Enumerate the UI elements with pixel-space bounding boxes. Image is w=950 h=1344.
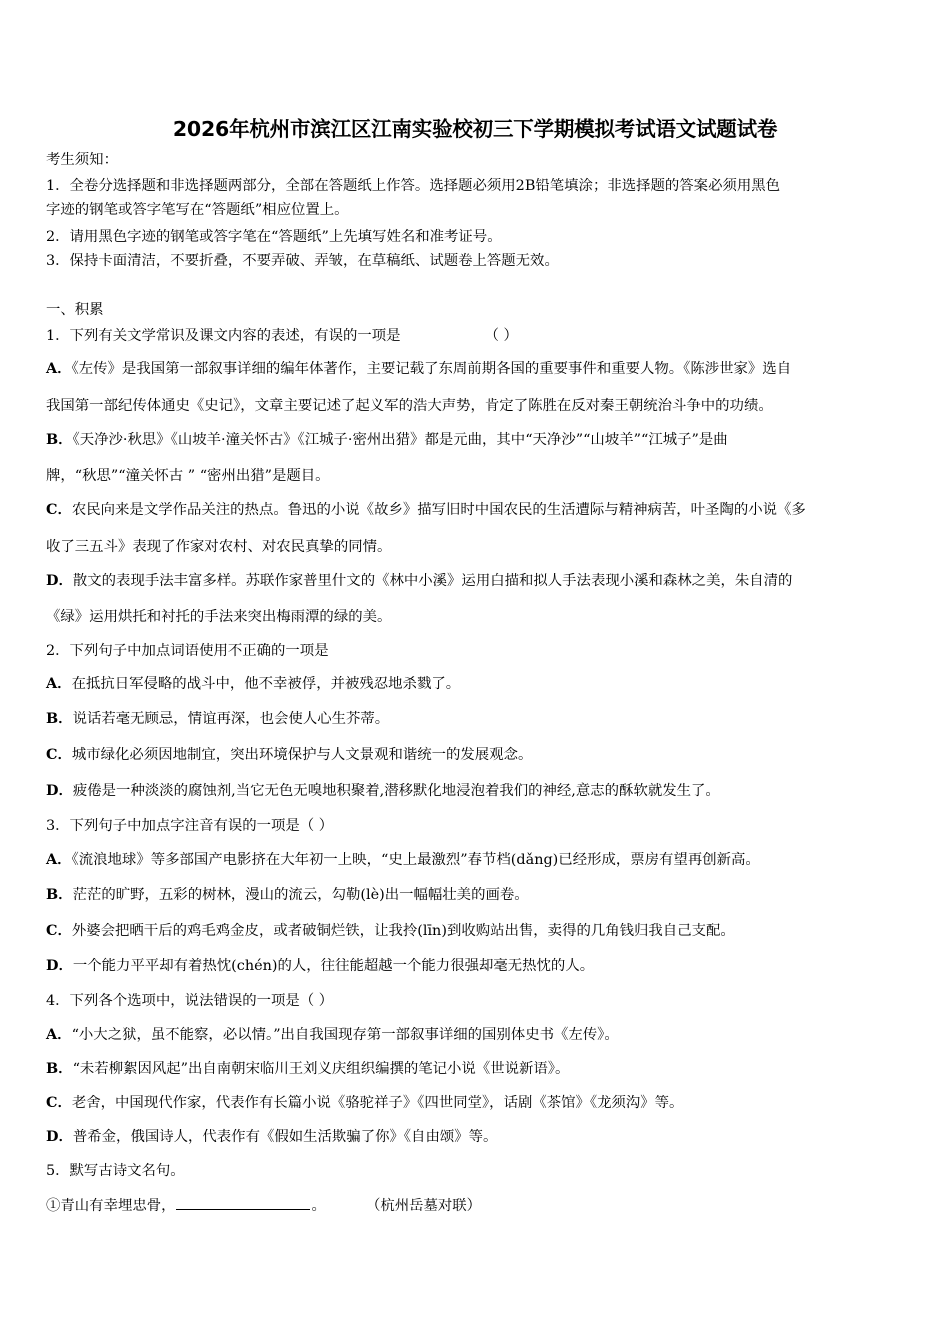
- q2-option-c: [46, 745, 532, 765]
- option-label: C．: [46, 1094, 72, 1111]
- option-text: “小大之狱，虽不能察，必以情。”出自我国现存第一部叙事详细的国别体史书《左传》。: [71, 1027, 619, 1043]
- option-text: 普希金，俄国诗人，代表作有《假如生活欺骗了你》《自由颂》等。: [72, 1129, 498, 1145]
- q1-option-d-line-1: [46, 571, 792, 591]
- option-text: 疲倦是一种淡淡的腐蚀剂,当它无色无嗅地积聚着,潜移默化地浸泡着我们的神经,意志的酥软就发生了。: [72, 783, 720, 799]
- option-text: “未若柳絮因风起”出自南朝宋临川王刘义庆组织编撰的笔记小说《世说新语》。: [72, 1061, 570, 1077]
- q3-option-c: [46, 921, 735, 941]
- option-text: 一个能力平平却有着热忱(chén)的人，往往能超越一个能力很强却毫无热忱的人。: [72, 958, 595, 974]
- option-label: C．: [46, 501, 72, 518]
- notice-item-1-line-1: 1．全卷分选择题和非选择题两部分，全部在答题纸上作答。选择题必须用2B铅笔填涂；非选择题的答案必须用黑色: [46, 178, 781, 194]
- option-text: 外婆会把晒干后的鸡毛鸡金皮，或者破铜烂铁，让我拎(līn)到收购站出售，卖得的几角钱归我自己支配。: [71, 923, 735, 939]
- q1-option-c-line-1: [46, 500, 806, 520]
- q1-option-d-line-2: 《绿》运用烘托和衬托的手法来突出梅雨潭的绿的美。: [46, 609, 392, 625]
- q1-stem: [46, 326, 518, 346]
- q2-stem: 2．下列句子中加点词语使用不正确的一项是: [46, 643, 329, 659]
- exam-title: 2026年杭州市滨江区江南实验校初三下学期模拟考试语文试题试卷: [172, 117, 778, 141]
- section-heading: 一、积累: [46, 302, 104, 318]
- option-label: C．: [46, 746, 72, 763]
- notice-item-3: 3．保持卡面清洁，不要折叠，不要弄破、弄皱，在草稿纸、试题卷上答题无效。: [46, 253, 559, 269]
- q3-stem: 3．下列句子中加点字注音有误的一项是（ ）: [46, 818, 334, 834]
- option-label: B．: [46, 431, 73, 448]
- option-label: D．: [46, 572, 73, 589]
- option-text: 《流浪地球》等多部国产电影挤在大年初一上映，“史上最激烈”春节档(dǎng)已经形成，票房有望再创新高。: [71, 852, 760, 868]
- q5-item-1-source: （杭州岳墓对联）: [365, 1198, 482, 1214]
- option-text: 城市绿化必须因地制宜，突出环境保护与人文景观和谐统一的发展观念。: [71, 747, 533, 763]
- q5-item-1-end: 。: [311, 1198, 326, 1214]
- option-text: 《天净沙·秋思》《山坡羊·潼关怀古》《江城子·密州出猎》都是元曲，其中“天净沙”“山坡羊”“江城子”是曲: [72, 432, 728, 448]
- option-text: 《左传》是我国第一部叙事详细的编年体著作，主要记载了东周前期各国的重要事件和重要人物。《陈涉世家》选自: [71, 361, 792, 377]
- option-text: 老舍，中国现代作家，代表作有长篇小说《骆驼祥子》《四世同堂》，话剧《茶馆》《龙须沟》等。: [71, 1095, 684, 1111]
- option-label: D．: [46, 1128, 73, 1145]
- q1-option-b-line-1: [46, 430, 728, 450]
- q4-option-d: [46, 1127, 497, 1147]
- q3-option-a: [46, 850, 760, 870]
- q1-answer-paren: （ ）: [484, 328, 518, 344]
- q1-option-a-line-2: 我国第一部纪传体通史《史记》，文章主要记述了起义军的浩大声势，肯定了陈胜在反对秦王朝统治斗争中的功绩。: [46, 398, 773, 414]
- q4-stem: 4．下列各个选项中，说法错误的一项是（ ）: [46, 993, 334, 1009]
- q4-option-a: [46, 1025, 619, 1045]
- option-label: B．: [46, 710, 73, 727]
- option-text: 农民向来是文学作品关注的热点。鲁迅的小说《故乡》描写旧时中国农民的生活遭际与精神病苦，叶圣陶的小说《多: [71, 502, 806, 518]
- q2-option-a: [46, 674, 460, 694]
- option-text: 说话若毫无顾忌，情谊再深，也会使人心生芥蒂。: [72, 711, 390, 727]
- option-text: 散文的表现手法丰富多样。苏联作家普里什文的《林中小溪》运用白描和拟人手法表现小溪和森林之美，朱自清的: [72, 573, 793, 589]
- option-label: D．: [46, 957, 73, 974]
- option-label: A．: [46, 851, 72, 868]
- q1-option-a-line-1: [46, 359, 791, 379]
- q4-option-c: [46, 1093, 683, 1113]
- q1-stem-text: 1．下列有关文学常识及课文内容的表述，有误的一项是: [46, 328, 401, 344]
- q5-item-1: [46, 1195, 481, 1216]
- option-label: A．: [46, 1026, 72, 1043]
- q3-option-d: [46, 956, 594, 976]
- q2-option-b: [46, 709, 389, 729]
- notice-heading: 考生须知：: [46, 152, 118, 168]
- q3-option-b: [46, 885, 529, 905]
- q5-item-1-prompt: ①青山有幸埋忠骨，: [46, 1198, 176, 1214]
- option-label: B．: [46, 886, 73, 903]
- option-label: C．: [46, 922, 72, 939]
- option-label: A．: [46, 675, 72, 692]
- option-label: D．: [46, 782, 73, 799]
- q1-option-b-line-2: 牌，“秋思”“潼关怀古 ” “密州出猎”是题目。: [46, 468, 330, 484]
- option-text: 茫茫的旷野，五彩的树林，漫山的流云，勾勒(lè)出一幅幅壮美的画卷。: [72, 887, 529, 903]
- option-text: 在抵抗日军侵略的战斗中，他不幸被俘，并被残忍地杀戮了。: [71, 676, 461, 692]
- notice-item-2: 2．请用黑色字迹的钢笔或答字笔在“答题纸”上先填写姓名和准考证号。: [46, 229, 502, 245]
- answer-blank[interactable]: [176, 1195, 310, 1210]
- notice-item-1-line-2: 字迹的钢笔或答字笔写在“答题纸”相应位置上。: [46, 202, 349, 218]
- option-label: A．: [46, 360, 72, 377]
- option-label: B．: [46, 1060, 73, 1077]
- q2-option-d: [46, 781, 720, 801]
- q4-option-b: [46, 1059, 569, 1079]
- q5-stem: 5．默写古诗文名句。: [46, 1163, 185, 1179]
- q1-option-c-line-2: 收了三五斗》表现了作家对农村、对农民真挚的同情。: [46, 539, 392, 555]
